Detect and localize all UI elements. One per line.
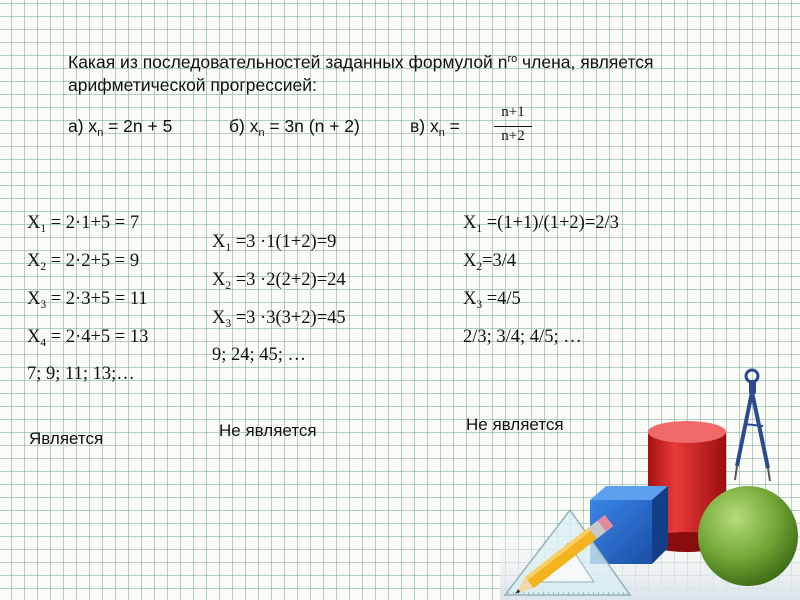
compass-icon [735, 370, 770, 481]
column-c-line-1: $X_1 =(1+1)/(1+2)=2/3$ [463, 213, 619, 235]
column-a-line-3: $X_3 = 2\cdot 3+5 = 11$ [27, 289, 148, 311]
option-b-formula: б) $x_n = 3n$ (n + 2) [229, 116, 360, 139]
column-a-line-1: $X_1 = 2\cdot 1+5 = 7$ [27, 213, 140, 235]
column-a-line-4: $X_4 = 2\cdot 4+5 = 13$ [27, 327, 149, 349]
column-b-line-2: $X_2 =3 \cdot 2(2+2)=24$ [212, 270, 346, 292]
column-b-sequence: 9; 24; 45; … [212, 345, 307, 365]
question-line-2: арифметической прогрессией: [68, 75, 317, 95]
geometry-illustration [500, 360, 800, 600]
column-c-line-2: $X_2=3/4$ [463, 251, 517, 273]
option-c-fraction [491, 104, 535, 148]
fraction-denominator: n+2 [501, 128, 525, 144]
question-line-1: Какая из последовательностей заданных формулой $n^{го}$ члена, является [68, 52, 654, 72]
column-c-verdict: Не является [466, 415, 564, 434]
option-a-formula: а) $x_n = 2n + 5$ [68, 116, 173, 139]
column-a-line-2: $X_2 = 2\cdot 2+5 = 9$ [27, 251, 140, 273]
option-c-formula: в) $x_n$ = [410, 116, 460, 139]
column-b-line-1: $X_1 =3 \cdot 1(1+2)=9$ [212, 232, 337, 254]
column-b-verdict: Не является [219, 421, 317, 440]
column-a-verdict: Является [29, 429, 104, 448]
column-b-line-3: $X_3 =3 \cdot 3(3+2)=45$ [212, 308, 346, 330]
column-c-line-3: $X_3 =4/5$ [463, 289, 521, 311]
column-c-sequence: 2/3; 3/4; 4/5; … [463, 327, 582, 347]
sphere-icon [698, 486, 798, 586]
column-a-sequence: 7; 9; 11; 13;… [27, 364, 135, 384]
fraction-numerator: n+1 [501, 104, 525, 120]
fraction-bar [494, 126, 532, 127]
